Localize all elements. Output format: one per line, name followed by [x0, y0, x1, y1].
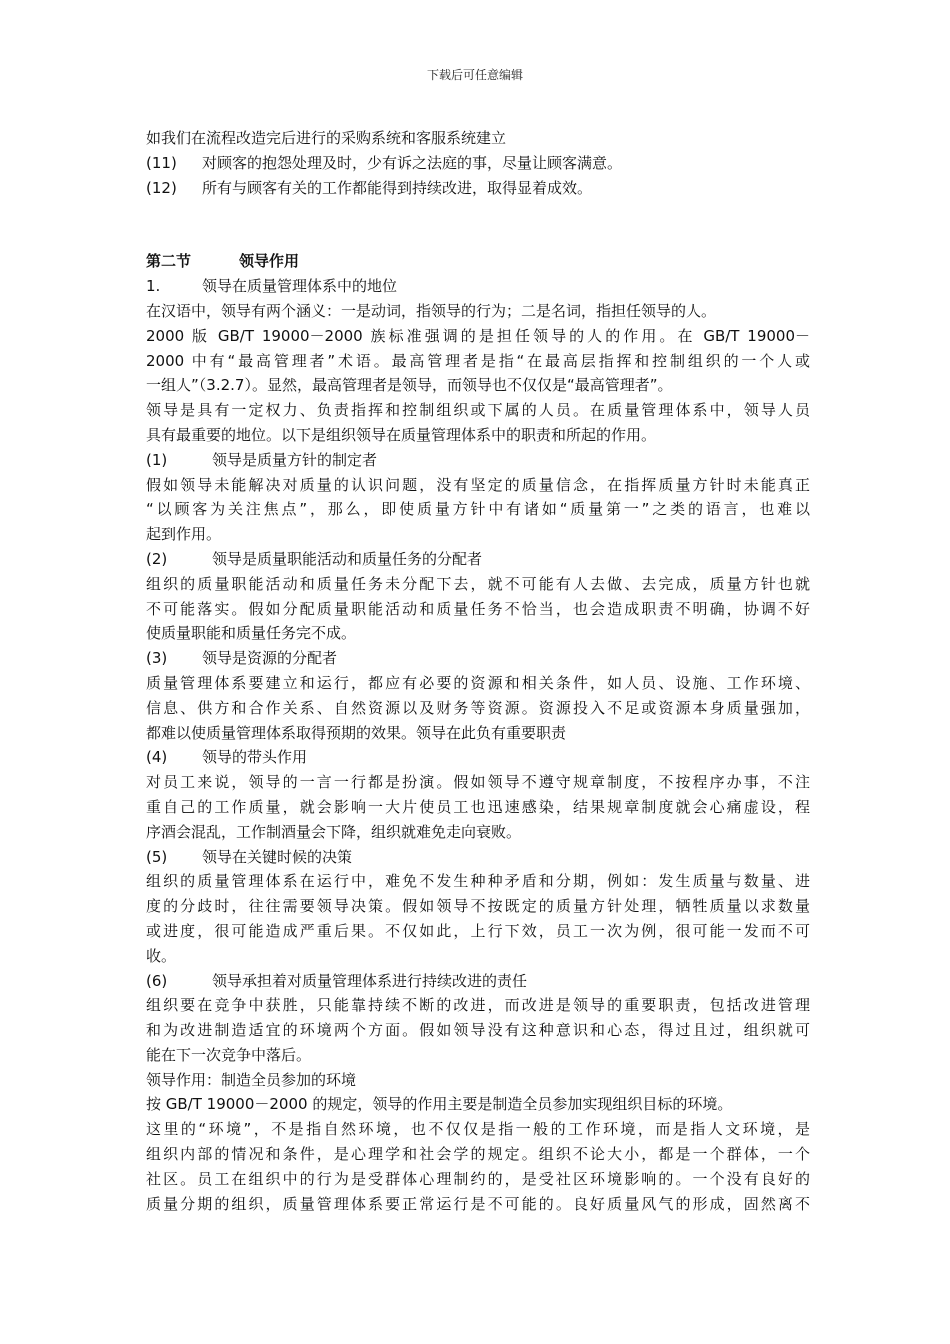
- point-title: 领导是质量方针的制定者: [212, 450, 378, 469]
- text-line: “以顾客为关注焦点”，那么，即使质量方针中有诸如“质量第一”之类的语言，也难以: [146, 500, 810, 519]
- point-heading: [146, 845, 810, 870]
- document-body: [146, 126, 810, 1216]
- text-line: 在汉语中，领导有两个涵义：一是动词，指领导的行为；二是名词，指担任领导的人。: [146, 301, 717, 320]
- text-line: 质量管理体系要建立和运行，都应有必要的资源和相关条件，如人员、设施、工作环境、: [146, 673, 810, 692]
- text-line: 如我们在流程改造完后进行的采购系统和客服系统建立: [146, 129, 507, 147]
- subsection-number: 1.: [146, 277, 161, 296]
- text-line: 2000 版 GB/T 19000－2000 族标准强调的是担任领导的人的作用。在 GB/T 19000－: [146, 326, 810, 345]
- text-line: 社区。员工在组织中的行为是受群体心理制约的，是受社区环境影响的。一个没有良好的: [146, 1169, 810, 1188]
- text-line: 假如领导未能解决对质量的认识问题，没有坚定的质量信念，在指挥质量方针时未能真正: [146, 475, 810, 494]
- text-line: 组织的质量管理体系在运行中，难免不发生种种矛盾和分期，例如：发生质量与数量、进: [146, 872, 810, 891]
- point-number: (1): [146, 450, 168, 469]
- item-number: (11): [146, 153, 177, 172]
- point-number: (4): [146, 748, 168, 767]
- text-line: 质量分期的组织，质量管理体系要正常运行是不可能的。良好质量风气的形成，固然离不: [146, 1194, 810, 1213]
- text-line: 按 GB/T 19000－2000 的规定，领导的作用主要是制造全员参加实现组织目标的环境。: [146, 1095, 733, 1114]
- text-line: 重自己的工作质量，就会影响一大片使员工也迅速感染，结果规章制度就会心痛虚设，程: [146, 797, 810, 816]
- item-number: (12): [146, 178, 177, 197]
- point-title: 领导是质量职能活动和质量任务的分配者: [212, 549, 483, 568]
- text-line: 2000 中有“最高管理者”术语。最高管理者是指“在最高层指挥和控制组织的一个人或: [146, 351, 810, 370]
- section-heading: [146, 249, 810, 274]
- text-line: 序酒会混乱，工作制酒量会下降，组织就难免走向衰败。: [146, 822, 522, 841]
- list-item: [146, 151, 810, 176]
- text-line: 不可能落实。假如分配质量职能活动和质量任务不恰当，也会造成职责不明确，协调不好: [146, 599, 810, 618]
- text-line: 和为改进制造适宜的环境两个方面。假如领导没有这种意识和心态，得过且过，组织就可: [146, 1021, 810, 1040]
- text-line: 这里的“环境”，不是指自然环境，也不仅仅是指一般的工作环境，而是指人文环境，是: [146, 1120, 810, 1139]
- point-heading: [146, 448, 810, 473]
- point-title: 领导的带头作用: [202, 748, 308, 767]
- section-number: 第二节: [146, 252, 192, 271]
- text-line: 组织的质量职能活动和质量任务未分配下去，就不可能有人去做、去完成，质量方针也就: [146, 574, 810, 593]
- text-line: 使质量职能和质量任务完不成。: [146, 624, 357, 643]
- item-text: 所有与顾客有关的工作都能得到持续改进，取得显着成效。: [202, 178, 593, 197]
- text-line: 对员工来说，领导的一言一行都是扮演。假如领导不遵守规章制度，不按程序办事，不注: [146, 773, 810, 792]
- text-line: 组织要在竞争中获胜，只能靠持续不断的改进，而改进是领导的重要职责，包括改进管理: [146, 996, 810, 1015]
- text-line: 具有最重要的地位。以下是组织领导在质量管理体系中的职责和所起的作用。: [146, 425, 657, 444]
- text-line: 组织内部的情况和条件，是心理学和社会学的规定。组织不论大小，都是一个群体，一个: [146, 1145, 810, 1164]
- point-title: 领导是资源的分配者: [202, 649, 338, 668]
- section-title: 领导作用: [239, 252, 300, 271]
- point-number: (2): [146, 549, 168, 568]
- text-line: 或进度，很可能造成严重后果。不仅如此，上行下效，员工一次为例，很可能一发而不可: [146, 921, 810, 940]
- point-title: 领导承担着对质量管理体系进行持续改进的责任: [212, 971, 528, 990]
- text-line: 能在下一次竞争中落后。: [146, 1045, 312, 1064]
- point-heading: [146, 745, 810, 770]
- text-line: 都难以使质量管理体系取得预期的效果。领导在此负有重要职责: [146, 723, 567, 742]
- text-line: 收。: [146, 946, 177, 965]
- point-number: (6): [146, 971, 168, 990]
- text-line: 起到作用。: [146, 525, 222, 544]
- text-line: 度的分歧时，往往需要领导决策。假如领导不按既定的质量方针处理，牺牲质量以求数量: [146, 897, 810, 916]
- text-line: 领导是具有一定权力、负责指挥和控制组织或下属的人员。在质量管理体系中，领导人员: [146, 401, 810, 420]
- point-title: 领导在关键时候的决策: [202, 847, 353, 866]
- page-header: 下载后可任意编辑: [426, 68, 523, 82]
- text-line: 一组人”（3.2.7）。显然，最高管理者是领导，而领导也不仅仅是“最高管理者”。: [146, 376, 673, 395]
- env-heading: 领导作用：制造全员参加的环境: [146, 1070, 357, 1089]
- point-heading: [146, 646, 810, 671]
- subsection-heading: [146, 274, 810, 299]
- point-heading: [146, 547, 810, 572]
- point-number: (5): [146, 847, 168, 866]
- point-heading: [146, 969, 810, 994]
- text-line: 信息、供方和合作关系、自然资源以及财务等资源。资源投入不足或资源本身质量强加，: [146, 698, 810, 717]
- list-item: [146, 176, 810, 201]
- subsection-title: 领导在质量管理体系中的地位: [202, 277, 398, 296]
- point-number: (3): [146, 649, 168, 668]
- item-text: 对顾客的抱怨处理及时，少有诉之法庭的事，尽量让顾客满意。: [202, 153, 623, 172]
